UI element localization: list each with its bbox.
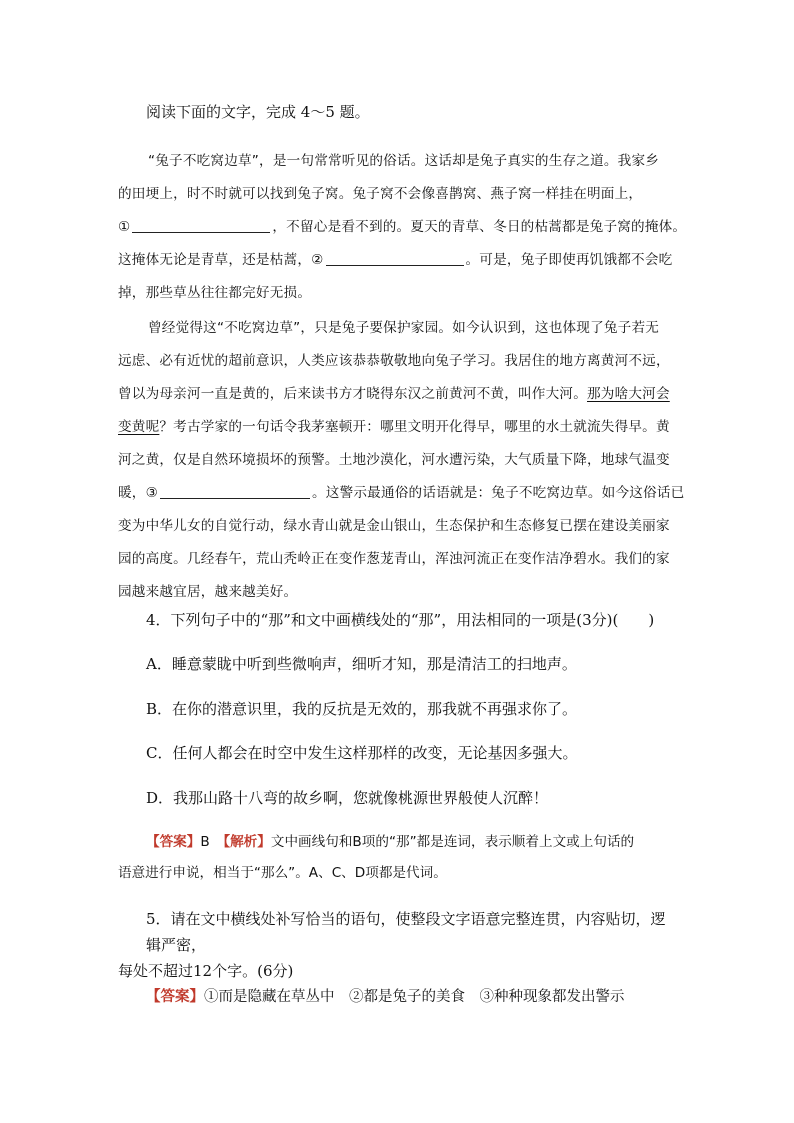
passage-line (118, 477, 685, 510)
passage-line: 掉，那些草丛往往都完好无损。 (118, 285, 312, 301)
question-4-stem: 4．下列句子中的“那”和文中画横线处的“那”，用法相同的一项是(3分)( ) (146, 611, 655, 629)
passage-text: 这掩体无论是青草，还是枯蒿， (118, 252, 312, 268)
answer-line (146, 827, 686, 858)
underlined-sentence: 那为啥大河会 (587, 386, 670, 402)
passage-line (118, 378, 678, 411)
passage-line: 变为中华儿女的自觉行动，绿水青山就是金山银山，生态保护和生态修复已摆在建设美丽家 (118, 518, 670, 534)
fill-blank-3 (160, 484, 310, 499)
analysis-text: 文中画线句和B项的“那”都是连词，表示顺着上文或上句话的 (270, 834, 635, 850)
blank-marker-2: ② (311, 252, 324, 268)
answer-tag: 【答案】 (146, 834, 201, 850)
passage-text: 。可是，兔子即使再饥饿都不会吃 (465, 252, 673, 268)
passage-text: ？考古学家的一句话令我茅塞顿开：哪里文明开化得早，哪里的水土就流失得早。黄 (159, 419, 670, 435)
passage-text: 暖， (118, 485, 146, 501)
passage-line: “兔子不吃窝边草”，是一句常常听见的俗话。这话却是兔子真实的生存之道。我家乡 (148, 153, 660, 169)
option-c: C．任何人都会在时空中发生这样那样的改变，无论基因多强大。 (146, 744, 578, 762)
question-5-answer (146, 981, 686, 1013)
passage-text: 曾以为母亲河一直是黄的，后来读书方才晓得东汉之前黄河不黄，叫作大河。 (118, 386, 587, 402)
question-5-line: 每处不超过12个字。(6分) (118, 962, 294, 980)
answer-value: B (200, 834, 210, 850)
blank-marker-1: ① (118, 219, 131, 235)
analysis-text: 语意进行申说，相当于“那么”。A、C、D项都是代词。 (118, 865, 447, 881)
fill-blank-1 (132, 218, 270, 233)
option-a: A．睡意蒙眬中听到些微响声，细听才知，那是清洁工的扫地声。 (146, 655, 577, 673)
passage-line: 园越来越宜居，越来越美好。 (118, 584, 298, 600)
passage-line: 远虑、必有近忧的超前意识，人类应该恭恭敬敬地向兔子学习。我居住的地方离黄河不远， (118, 353, 670, 369)
passage-paragraph-1 (118, 145, 687, 310)
passage-line: 河之黄，仅是自然环境损坏的预警。土地沙漠化，河水遭污染，大气质量下降，地球气温变 (118, 452, 670, 468)
passage-line (118, 244, 678, 277)
passage-line (118, 411, 678, 444)
reading-instruction: 阅读下面的文字，完成 4～5 题。 (146, 103, 370, 121)
answer-tag: 【答案】 (146, 988, 204, 1005)
fill-blank-2 (326, 251, 464, 266)
analysis-tag: 【解析】 (223, 834, 271, 850)
passage-text: 。这警示最通俗的话语就是：兔子不吃窝边草。如今这俗话已 (311, 485, 685, 501)
question-5-stem (118, 906, 678, 984)
option-d: D．我那山路十八弯的故乡啊，您就像桃源世界般使人沉醉！ (146, 789, 549, 807)
question-4-answer (118, 827, 686, 889)
blank-marker-3: ③ (145, 485, 158, 501)
passage-line: 园的高度。几经春午，荒山秃岭正在变作葱茏青山，浑浊河流正在变作洁净碧水。我们的家 (118, 551, 670, 567)
underlined-sentence: 变黄呢 (118, 419, 160, 435)
passage-paragraph-2 (118, 312, 685, 609)
question-5-line: 5．请在文中横线处补写恰当的语句，使整段文字语意完整连贯，内容贴切，逻辑严密， (146, 910, 666, 954)
answer-value: ①而是隐藏在草丛中 ②都是兔子的美食 ③种种现象都发出警示 (204, 989, 625, 1005)
passage-line (118, 211, 687, 244)
passage-line: 曾经觉得这“不吃窝边草”，只是兔子要保护家园。如今认识到，这也体现了兔子若无 (148, 320, 660, 336)
passage-text: ，不留心是看不到的。夏天的青草、冬日的枯蒿都是兔子窝的掩体。 (272, 219, 687, 235)
passage-line: 的田埂上，时不时就可以找到兔子窝。兔子窝不会像喜鹊窝、燕子窝一样挂在明面上， (118, 186, 643, 202)
option-b: B．在你的潜意识里，我的反抗是无效的，那我就不再强求你了。 (146, 700, 578, 718)
